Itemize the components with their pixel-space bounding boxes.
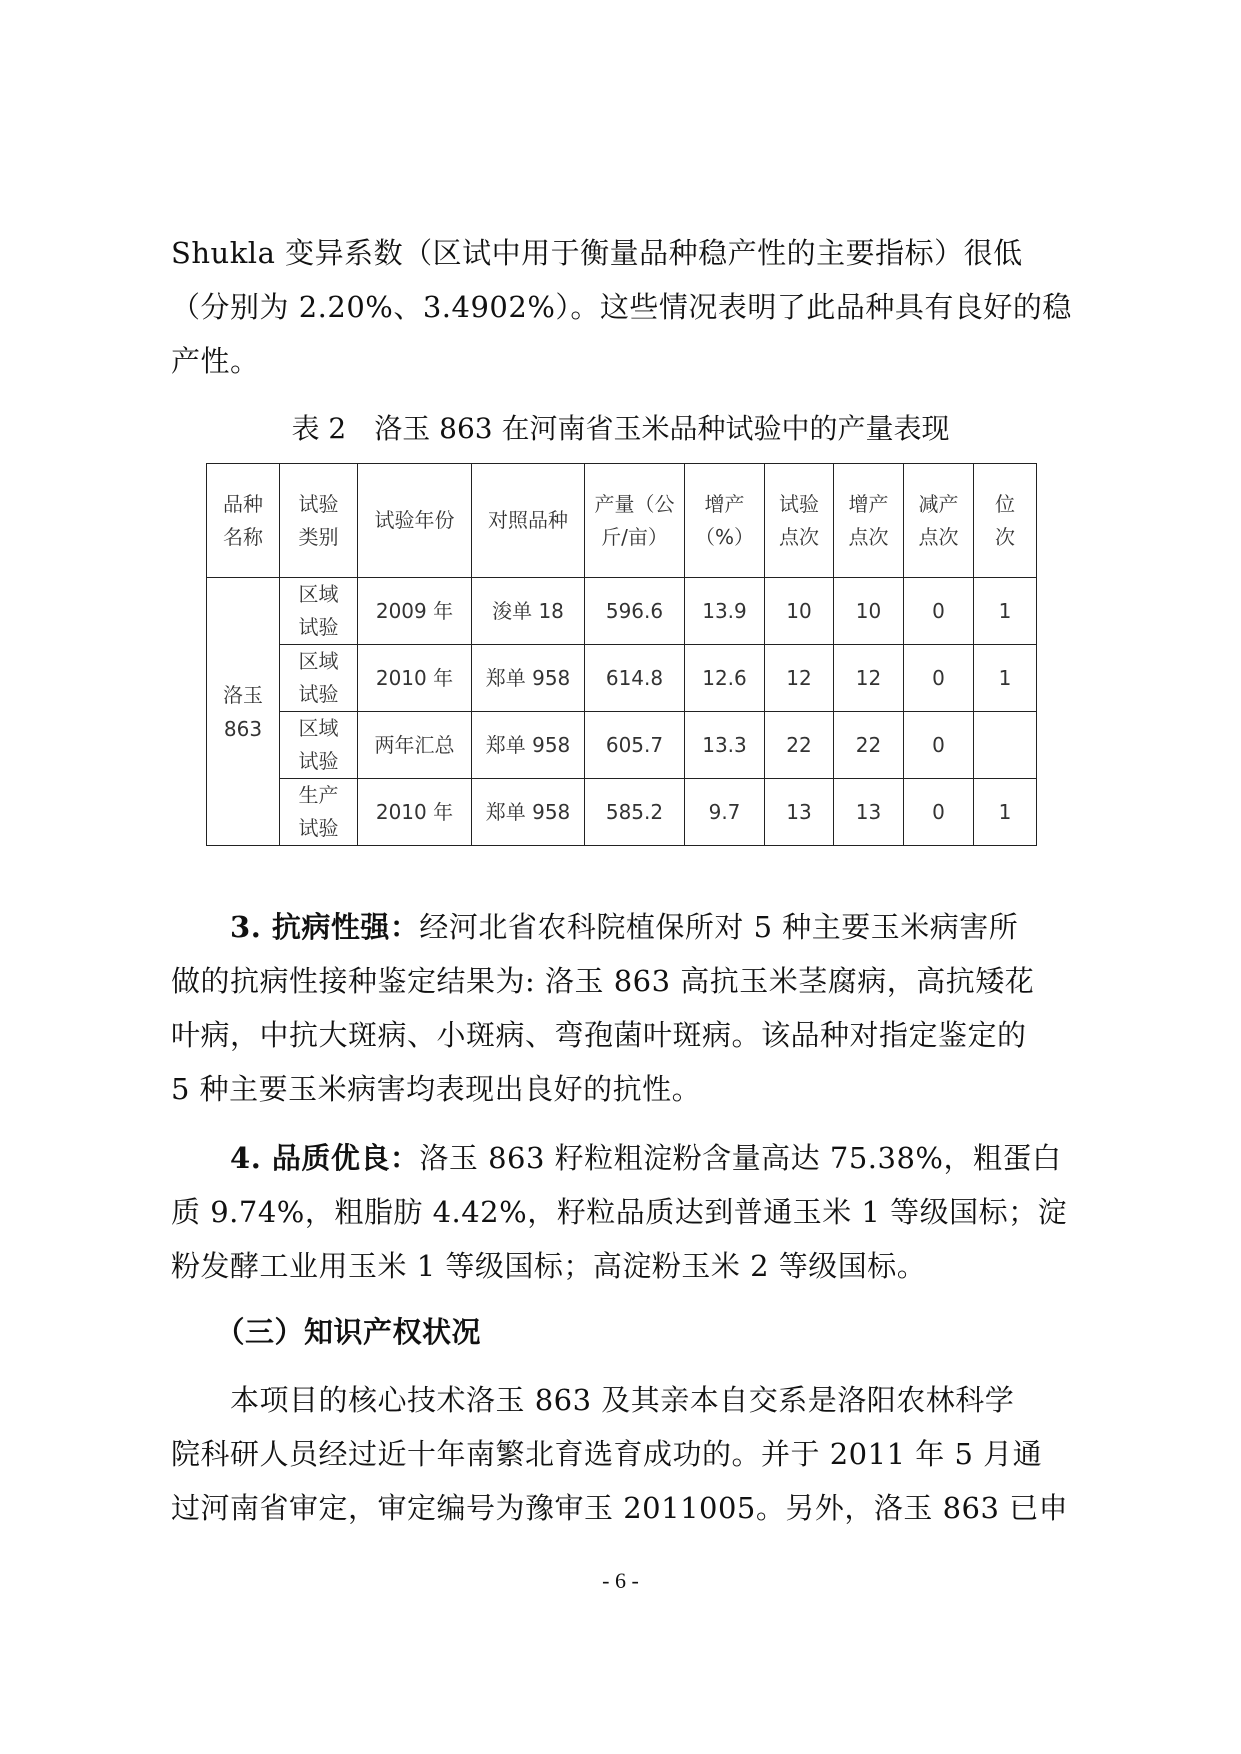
trial-year-cell: 2009 年 bbox=[358, 578, 472, 645]
yield-cell: 585.2 bbox=[585, 779, 685, 846]
sites-cell: 10 bbox=[765, 578, 834, 645]
paragraph-line: 质 9.74%，粗脂肪 4.42%，籽粒品质达到普通玉米 1 等级国标；淀 bbox=[171, 1195, 1068, 1229]
table-row bbox=[207, 578, 1037, 645]
disease-heading: 3. 抗病性强： bbox=[230, 910, 420, 944]
trial-year-cell: 2010 年 bbox=[358, 779, 472, 846]
decrease-sites-cell: 0 bbox=[904, 645, 974, 712]
sites-cell: 13 bbox=[765, 779, 834, 846]
sites-cell: 22 bbox=[765, 712, 834, 779]
sites-cell: 12 bbox=[765, 645, 834, 712]
increase-sites-cell: 12 bbox=[834, 645, 904, 712]
table-header-row bbox=[207, 464, 1037, 578]
trial-type-cell: 区域 试验 bbox=[280, 712, 358, 779]
rank-cell: 1 bbox=[974, 578, 1037, 645]
header-increase: 增产 （%） bbox=[685, 464, 765, 578]
header-check-variety: 对照品种 bbox=[472, 464, 585, 578]
paragraph-line: 叶病，中抗大斑病、小斑病、弯孢菌叶斑病。该品种对指定鉴定的 bbox=[171, 1018, 1027, 1052]
quality-heading: 4. 品质优良： bbox=[230, 1141, 420, 1175]
increase-cell: 12.6 bbox=[685, 645, 765, 712]
increase-sites-cell: 22 bbox=[834, 712, 904, 779]
check-variety-cell: 郑单 958 bbox=[472, 645, 585, 712]
decrease-sites-cell: 0 bbox=[904, 779, 974, 846]
header-increase-sites: 增产 点次 bbox=[834, 464, 904, 578]
decrease-sites-cell: 0 bbox=[904, 578, 974, 645]
trial-type-cell: 生产 试验 bbox=[280, 779, 358, 846]
yield-table bbox=[206, 463, 1037, 846]
section-heading: （三）知识产权状况 bbox=[230, 1315, 482, 1349]
increase-cell: 9.7 bbox=[685, 779, 765, 846]
yield-cell: 605.7 bbox=[585, 712, 685, 779]
trial-type-cell: 区域 试验 bbox=[280, 578, 358, 645]
header-variety: 品种 名称 bbox=[207, 464, 280, 578]
check-variety-cell: 浚单 18 bbox=[472, 578, 585, 645]
paragraph-line: （分别为 2.20%、3.4902%）。这些情况表明了此品种具有良好的稳 bbox=[171, 290, 1072, 324]
rank-cell: 1 bbox=[974, 779, 1037, 846]
table-row bbox=[207, 712, 1037, 779]
header-trial-sites: 试验 点次 bbox=[765, 464, 834, 578]
paragraph-line: 本项目的核心技术洛玉 863 及其亲本自交系是洛阳农林科学 bbox=[230, 1383, 1015, 1417]
trial-type-cell: 区域 试验 bbox=[280, 645, 358, 712]
trial-year-cell: 2010 年 bbox=[358, 645, 472, 712]
decrease-sites-cell: 0 bbox=[904, 712, 974, 779]
header-decrease-sites: 减产 点次 bbox=[904, 464, 974, 578]
trial-year-cell: 两年汇总 bbox=[358, 712, 472, 779]
variety-name-cell: 洛玉 863 bbox=[207, 578, 280, 846]
header-trial-year: 试验年份 bbox=[358, 464, 472, 578]
table-row bbox=[207, 779, 1037, 846]
paragraph-line: 院科研人员经过近十年南繁北育选育成功的。并于 2011 年 5 月通 bbox=[171, 1437, 1043, 1471]
header-rank: 位 次 bbox=[974, 464, 1037, 578]
paragraph-line: 4. 品质优良：洛玉 863 籽粒粗淀粉含量高达 75.38%，粗蛋白 bbox=[230, 1141, 1062, 1175]
paragraph-line: 5 种主要玉米病害均表现出良好的抗性。 bbox=[171, 1072, 702, 1106]
increase-sites-cell: 10 bbox=[834, 578, 904, 645]
header-yield: 产量（公 斤/亩） bbox=[585, 464, 685, 578]
increase-cell: 13.3 bbox=[685, 712, 765, 779]
rank-cell bbox=[974, 712, 1037, 779]
page-number: - 6 - bbox=[602, 1568, 639, 1593]
yield-cell: 614.8 bbox=[585, 645, 685, 712]
paragraph-line: 过河南省审定，审定编号为豫审玉 2011005。另外，洛玉 863 已申 bbox=[171, 1491, 1069, 1525]
paragraph-line: Shukla 变异系数（区试中用于衡量品种稳产性的主要指标）很低 bbox=[171, 236, 1023, 270]
table-caption: 表 2 洛玉 863 在河南省玉米品种试验中的产量表现 bbox=[291, 412, 950, 445]
rank-cell: 1 bbox=[974, 645, 1037, 712]
increase-cell: 13.9 bbox=[685, 578, 765, 645]
paragraph-line: 粉发酵工业用玉米 1 等级国标；高淀粉玉米 2 等级国标。 bbox=[171, 1249, 927, 1283]
paragraph-line: 产性。 bbox=[171, 344, 260, 378]
check-variety-cell: 郑单 958 bbox=[472, 779, 585, 846]
yield-cell: 596.6 bbox=[585, 578, 685, 645]
table-row bbox=[207, 645, 1037, 712]
header-trial-type: 试验 类别 bbox=[280, 464, 358, 578]
paragraph-line: 3. 抗病性强：经河北省农科院植保所对 5 种主要玉米病害所 bbox=[230, 910, 1019, 944]
check-variety-cell: 郑单 958 bbox=[472, 712, 585, 779]
paragraph-line: 做的抗病性接种鉴定结果为: 洛玉 863 高抗玉米茎腐病，高抗矮花 bbox=[171, 964, 1035, 998]
increase-sites-cell: 13 bbox=[834, 779, 904, 846]
